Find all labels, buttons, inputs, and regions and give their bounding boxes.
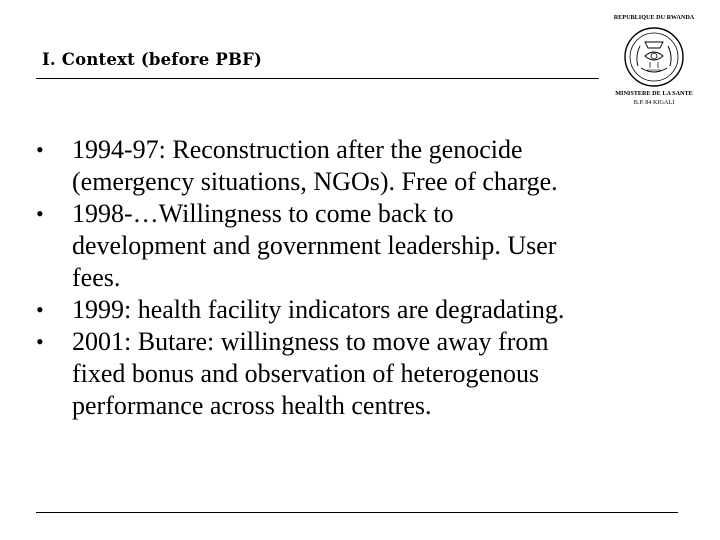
bullet-line: fees. (72, 263, 121, 292)
bullet-icon: • (36, 329, 44, 354)
bullet-item (36, 326, 676, 422)
bullet-line: 1999: health facility indicators are degradating. (72, 295, 565, 324)
slide-title: I. Context (before PBF) (42, 50, 263, 69)
bullet-icon: • (36, 201, 44, 226)
bullet-icon: • (36, 297, 44, 322)
bullet-list (36, 134, 676, 422)
bullet-item (36, 198, 676, 294)
title-divider (36, 78, 599, 79)
bullet-line: development and government leadership. User (72, 231, 557, 260)
bullet-line: 1994-97: Reconstruction after the genocide (72, 135, 523, 164)
emblem-country-text: REPUBLIQUE DU RWANDA (613, 14, 695, 21)
emblem-address-text: B.P. 84 KIGALI (633, 99, 675, 106)
bullet-item (36, 294, 676, 326)
emblem-ministry-text: MINISTERE DE LA SANTE (615, 90, 693, 97)
rwanda-seal-icon (623, 26, 685, 88)
footer-divider (36, 512, 678, 513)
bullet-line: 2001: Butare: willingness to move away from (72, 327, 549, 356)
ministry-emblem (598, 8, 710, 118)
bullet-line: performance across health centres. (72, 391, 432, 420)
bullet-icon: • (36, 137, 44, 162)
bullet-item (36, 134, 676, 198)
bullet-line: (emergency situations, NGOs). Free of charge. (72, 167, 558, 196)
bullet-line: 1998-…Willingness to come back to (72, 199, 454, 228)
bullet-line: fixed bonus and observation of heterogenous (72, 359, 540, 388)
